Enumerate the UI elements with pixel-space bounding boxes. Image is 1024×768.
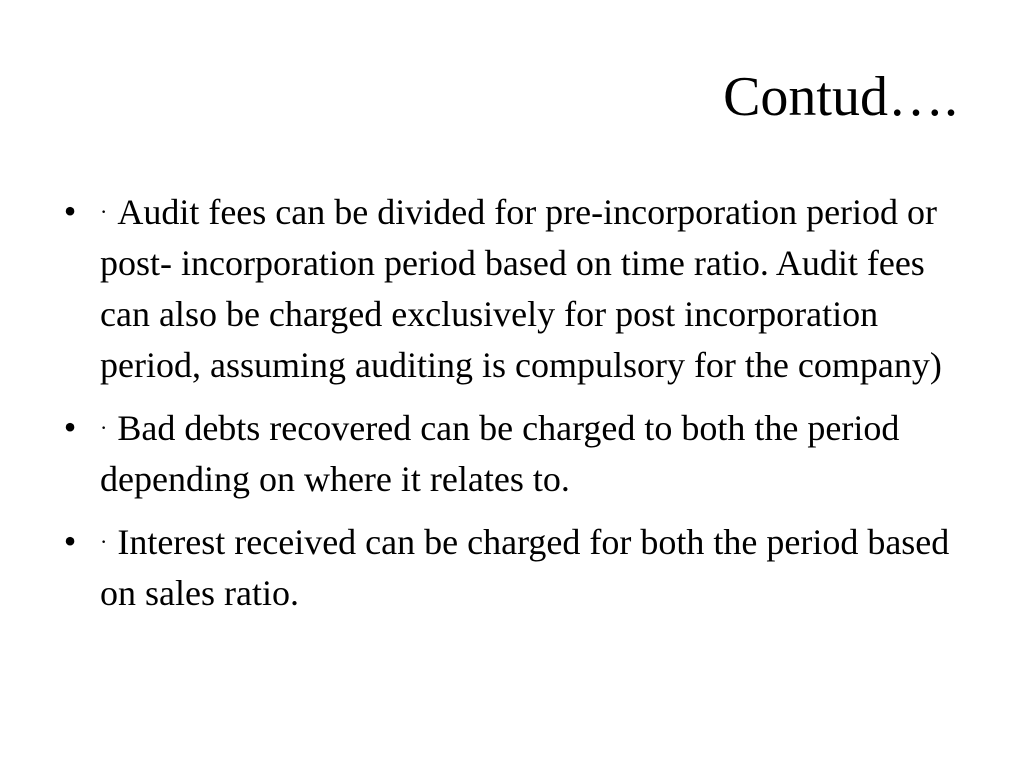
- middle-dot-icon: ·: [100, 529, 108, 554]
- bullet-icon: •: [63, 191, 77, 231]
- slide-title: Contud….: [723, 66, 958, 128]
- middle-dot-icon: ·: [100, 415, 108, 440]
- bullet-text: Audit fees can be divided for pre-incorporation period or post- incorporation period based on time ratio. Audit fees can also be charged exclusively for post incorporation period, assuming auditing is compulsory for the company): [100, 192, 942, 385]
- middle-dot-icon: ·: [100, 199, 108, 224]
- bullet-item: [63, 516, 980, 619]
- bullet-item: [63, 402, 980, 505]
- bullet-text: Interest received can be charged for both the period based on sales ratio.: [100, 522, 950, 613]
- bullet-item: [63, 186, 980, 391]
- bullet-text: Bad debts recovered can be charged to both the period depending on where it relates to.: [100, 408, 900, 499]
- bullet-list: [63, 186, 980, 630]
- bullet-icon: •: [63, 407, 77, 447]
- bullet-icon: •: [63, 521, 77, 561]
